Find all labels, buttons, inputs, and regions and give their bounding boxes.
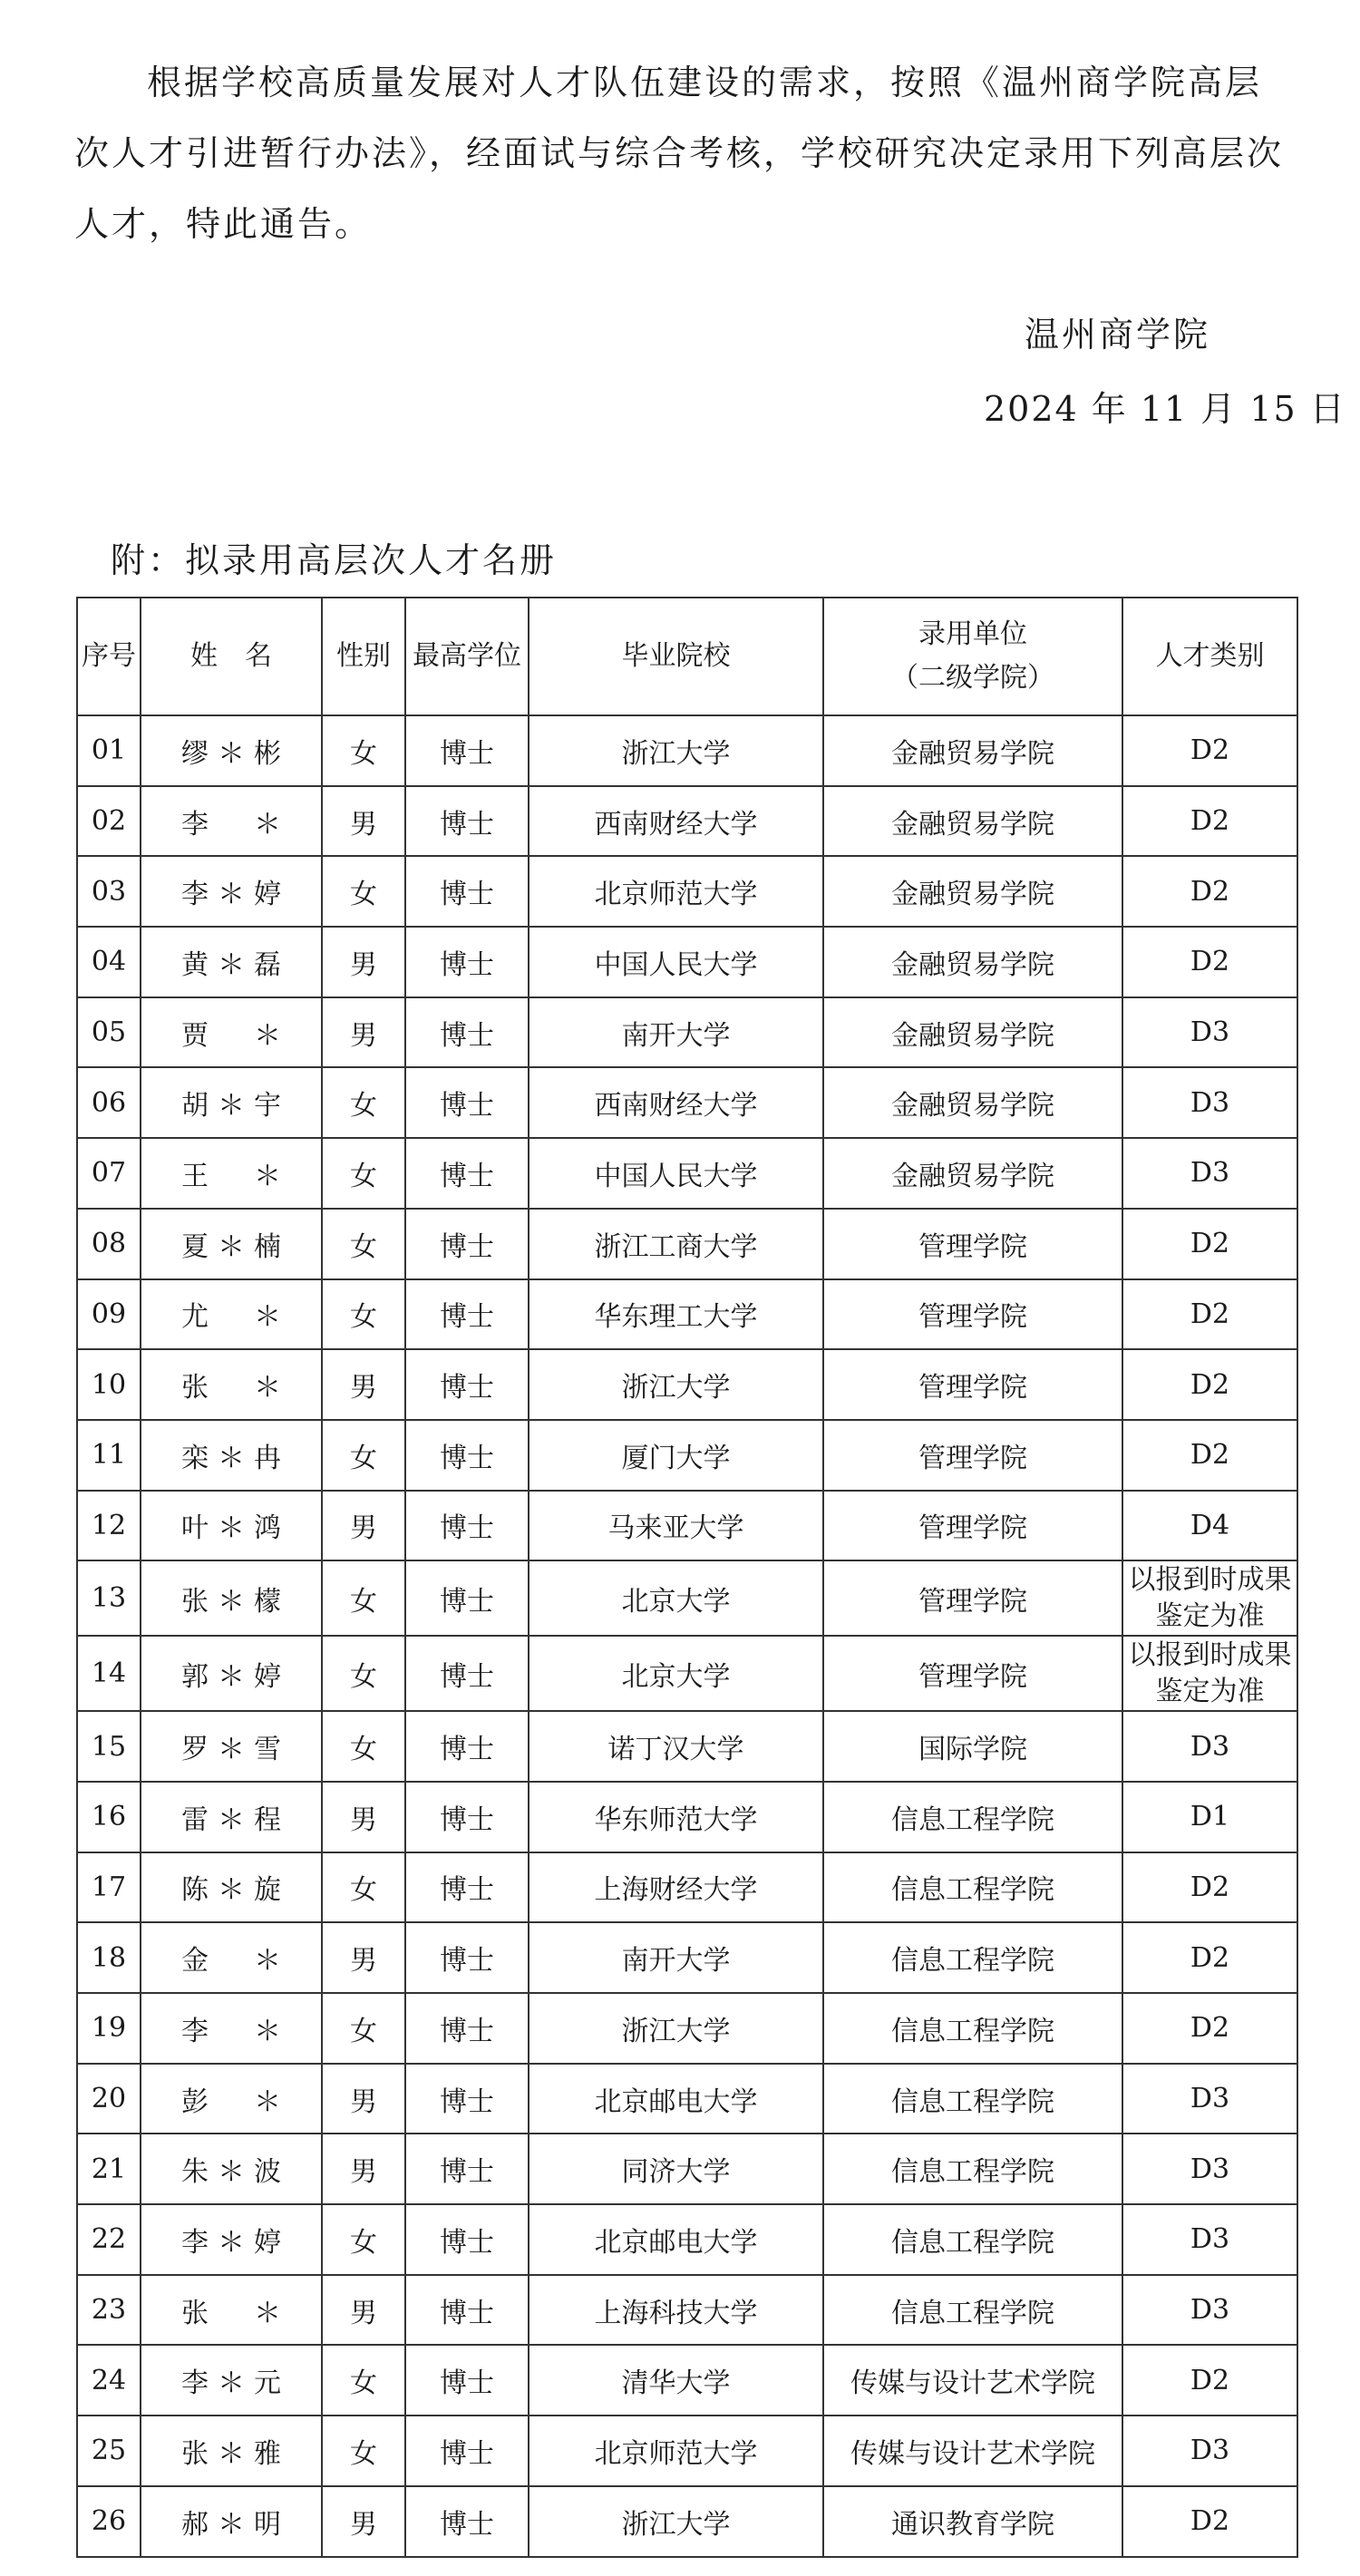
cell-gender: 女 (322, 856, 405, 927)
cell-school: 华东师范大学 (529, 1782, 823, 1852)
table-row (77, 2275, 1297, 2346)
cell-gender: 女 (322, 1711, 405, 1782)
header-category: 人才类别 (1122, 598, 1297, 715)
cell-name (141, 786, 322, 857)
cell-degree: 博士 (405, 1922, 529, 1993)
cell-school: 上海科技大学 (529, 2275, 823, 2346)
header-degree: 最高学位 (405, 598, 529, 715)
cell-school: 中国人民大学 (529, 927, 823, 997)
cell-unit: 管理学院 (823, 1349, 1122, 1420)
cell-category: D3 (1122, 2064, 1297, 2134)
cell-school: 西南财经大学 (529, 1067, 823, 1138)
cell-school: 北京师范大学 (529, 2416, 823, 2486)
cell-gender: 女 (322, 1852, 405, 1923)
cell-category: D2 (1122, 1420, 1297, 1491)
cell-name (141, 2204, 322, 2275)
cell-category: D3 (1122, 1138, 1297, 1209)
cell-name (141, 2134, 322, 2204)
cell-seq: 17 (77, 1852, 141, 1923)
cell-school: 西南财经大学 (529, 786, 823, 857)
cell-category: D3 (1122, 1711, 1297, 1782)
cell-category: D3 (1122, 2134, 1297, 2204)
cell-degree: 博士 (405, 1279, 529, 1350)
cell-name (141, 856, 322, 927)
cell-category: D2 (1122, 1993, 1297, 2064)
cell-gender: 女 (322, 1067, 405, 1138)
person-name: 胡＊宇 (181, 1090, 281, 1123)
cell-gender: 女 (322, 1209, 405, 1279)
cell-category: D3 (1122, 2275, 1297, 2346)
cell-category: D3 (1122, 2204, 1297, 2275)
table-row (77, 2204, 1297, 2275)
header-school: 毕业院校 (529, 598, 823, 715)
cell-category: D1 (1122, 1782, 1297, 1852)
cell-unit: 金融贸易学院 (823, 927, 1122, 997)
person-name: 夏＊楠 (181, 1230, 281, 1263)
person-name: 李＊婷 (181, 2226, 281, 2259)
talent-roster-table (76, 597, 1298, 2558)
cell-school: 浙江大学 (529, 2486, 823, 2557)
cell-seq: 23 (77, 2275, 141, 2346)
person-name: 彭 ＊ (181, 2085, 281, 2118)
cell-gender: 女 (322, 1993, 405, 2064)
cell-unit: 金融贸易学院 (823, 997, 1122, 1068)
cell-seq: 18 (77, 1922, 141, 1993)
cell-seq: 22 (77, 2204, 141, 2275)
cell-gender: 女 (322, 1560, 405, 1636)
cell-seq: 14 (77, 1636, 141, 1711)
person-name: 张 ＊ (181, 1372, 281, 1405)
table-row (77, 1636, 1297, 1711)
notice-body: 根据学校高质量发展对人才队伍建设的需求，按照《温州商学院高层次人才引进暂行办法》，经面试与综合考核，学校研究决定录用下列高层次人才，特此通告。 (74, 63, 1285, 244)
cell-unit: 管理学院 (823, 1560, 1122, 1636)
cell-category: 以报到时成果鉴定为准 (1122, 1560, 1297, 1636)
person-name: 尤 ＊ (181, 1301, 281, 1334)
cell-gender: 男 (322, 2275, 405, 2346)
cell-gender: 女 (322, 2204, 405, 2275)
cell-school: 同济大学 (529, 2134, 823, 2204)
cell-category: D2 (1122, 1922, 1297, 1993)
cell-name (141, 715, 322, 786)
table-row (77, 1852, 1297, 1923)
cell-gender: 男 (322, 1491, 405, 1561)
cell-degree: 博士 (405, 2275, 529, 2346)
cell-category: D2 (1122, 927, 1297, 997)
person-name: 罗＊雪 (181, 1734, 281, 1766)
cell-degree: 博士 (405, 2486, 529, 2557)
attachment-title: 附：拟录用高层次人才名册 (111, 540, 558, 580)
cell-name (141, 2416, 322, 2486)
cell-category: D2 (1122, 1279, 1297, 1350)
cell-unit: 国际学院 (823, 1711, 1122, 1782)
cell-degree: 博士 (405, 927, 529, 997)
cell-seq: 09 (77, 1279, 141, 1350)
cell-school: 南开大学 (529, 997, 823, 1068)
cell-unit: 通识教育学院 (823, 2486, 1122, 2557)
cell-name (141, 1420, 322, 1491)
table-row (77, 997, 1297, 1068)
cell-unit: 信息工程学院 (823, 1993, 1122, 2064)
cell-seq: 15 (77, 1711, 141, 1782)
table-header-row (77, 598, 1297, 715)
cell-seq: 16 (77, 1782, 141, 1852)
signature-org: 温州商学院 (1025, 315, 1211, 355)
cell-seq: 07 (77, 1138, 141, 1209)
cell-seq: 11 (77, 1420, 141, 1491)
cell-school: 华东理工大学 (529, 1279, 823, 1350)
person-name: 朱＊波 (181, 2156, 281, 2189)
cell-gender: 女 (322, 715, 405, 786)
cell-degree: 博士 (405, 786, 529, 857)
cell-seq: 12 (77, 1491, 141, 1561)
cell-degree: 博士 (405, 1138, 529, 1209)
cell-seq: 05 (77, 997, 141, 1068)
header-unit-line1: 录用单位 (918, 618, 1027, 650)
cell-unit: 金融贸易学院 (823, 786, 1122, 857)
cell-degree: 博士 (405, 2416, 529, 2486)
cell-degree: 博士 (405, 2204, 529, 2275)
cell-seq: 06 (77, 1067, 141, 1138)
cell-category: D2 (1122, 1852, 1297, 1923)
cell-unit: 信息工程学院 (823, 2064, 1122, 2134)
cell-category: D2 (1122, 2486, 1297, 2557)
cell-unit: 金融贸易学院 (823, 1067, 1122, 1138)
person-name: 金 ＊ (181, 1945, 281, 1978)
person-name: 陈＊旋 (181, 1874, 281, 1907)
cell-degree: 博士 (405, 1491, 529, 1561)
cell-degree: 博士 (405, 1560, 529, 1636)
signature-date: 2024 年 11 月 15 日 (984, 389, 1346, 429)
cell-seq: 03 (77, 856, 141, 927)
header-name: 姓 名 (141, 598, 322, 715)
table-row (77, 1349, 1297, 1420)
cell-school: 清华大学 (529, 2345, 823, 2416)
cell-school: 北京邮电大学 (529, 2064, 823, 2134)
cell-category: D2 (1122, 1349, 1297, 1420)
person-name: 郝＊明 (181, 2508, 281, 2541)
cell-category: 以报到时成果鉴定为准 (1122, 1636, 1297, 1711)
table-row (77, 1491, 1297, 1561)
cell-seq: 13 (77, 1560, 141, 1636)
person-name: 李＊元 (181, 2367, 281, 2400)
cell-unit: 信息工程学院 (823, 1922, 1122, 1993)
table-row (77, 1279, 1297, 1350)
cell-seq: 19 (77, 1993, 141, 2064)
cell-seq: 02 (77, 786, 141, 857)
cell-seq: 10 (77, 1349, 141, 1420)
cell-school: 浙江工商大学 (529, 1209, 823, 1279)
cell-gender: 女 (322, 2416, 405, 2486)
table-row (77, 1922, 1297, 1993)
cell-name (141, 1349, 322, 1420)
cell-category: D2 (1122, 715, 1297, 786)
cell-gender: 女 (322, 1279, 405, 1350)
cell-seq: 20 (77, 2064, 141, 2134)
cell-gender: 男 (322, 1349, 405, 1420)
cell-category: D2 (1122, 856, 1297, 927)
person-name: 张 ＊ (181, 2297, 281, 2329)
cell-gender: 女 (322, 1138, 405, 1209)
cell-degree: 博士 (405, 1636, 529, 1711)
cell-category: D3 (1122, 997, 1297, 1068)
table-row (77, 2345, 1297, 2416)
cell-school: 上海财经大学 (529, 1852, 823, 1923)
table-row (77, 1420, 1297, 1491)
table-row (77, 1560, 1297, 1636)
table-row (77, 1138, 1297, 1209)
cell-unit: 管理学院 (823, 1279, 1122, 1350)
cell-name (141, 927, 322, 997)
cell-name (141, 1852, 322, 1923)
table-row (77, 856, 1297, 927)
person-name: 雷＊程 (181, 1803, 281, 1836)
table-row (77, 2416, 1297, 2486)
cell-unit: 信息工程学院 (823, 2275, 1122, 2346)
cell-school: 北京大学 (529, 1560, 823, 1636)
cell-name (141, 1636, 322, 1711)
cell-school: 中国人民大学 (529, 1138, 823, 1209)
person-name: 李＊婷 (181, 879, 281, 911)
cell-gender: 女 (322, 2345, 405, 2416)
cell-name (141, 1711, 322, 1782)
cell-school: 诺丁汉大学 (529, 1711, 823, 1782)
cell-degree: 博士 (405, 1420, 529, 1491)
person-name: 郭＊婷 (181, 1660, 281, 1693)
cell-name (141, 2345, 322, 2416)
cell-unit: 信息工程学院 (823, 1782, 1122, 1852)
table-row (77, 715, 1297, 786)
header-seq: 序号 (77, 598, 141, 715)
table-row (77, 927, 1297, 997)
cell-name (141, 1138, 322, 1209)
cell-name (141, 1209, 322, 1279)
cell-category: D4 (1122, 1491, 1297, 1561)
table-row (77, 1782, 1297, 1852)
cell-school: 浙江大学 (529, 1993, 823, 2064)
table-row (77, 1993, 1297, 2064)
cell-category: D2 (1122, 786, 1297, 857)
cell-seq: 04 (77, 927, 141, 997)
cell-category: D2 (1122, 1209, 1297, 1279)
table-row (77, 2064, 1297, 2134)
cell-gender: 男 (322, 786, 405, 857)
cell-gender: 女 (322, 1636, 405, 1711)
cell-category: D3 (1122, 1067, 1297, 1138)
cell-name (141, 2275, 322, 2346)
cell-school: 北京大学 (529, 1636, 823, 1711)
cell-seq: 08 (77, 1209, 141, 1279)
cell-name (141, 1782, 322, 1852)
cell-degree: 博士 (405, 1209, 529, 1279)
cell-unit: 金融贸易学院 (823, 1138, 1122, 1209)
cell-unit: 管理学院 (823, 1636, 1122, 1711)
cell-school: 北京师范大学 (529, 856, 823, 927)
cell-name (141, 1491, 322, 1561)
cell-degree: 博士 (405, 997, 529, 1068)
cell-gender: 男 (322, 2064, 405, 2134)
cell-gender: 男 (322, 997, 405, 1068)
cell-name (141, 1993, 322, 2064)
person-name: 李 ＊ (181, 808, 281, 841)
cell-degree: 博士 (405, 2345, 529, 2416)
cell-name (141, 2064, 322, 2134)
table-body (77, 715, 1297, 2557)
cell-school: 北京邮电大学 (529, 2204, 823, 2275)
person-name: 张＊檬 (181, 1585, 281, 1618)
cell-degree: 博士 (405, 1711, 529, 1782)
person-name: 李 ＊ (181, 2015, 281, 2047)
cell-seq: 26 (77, 2486, 141, 2557)
cell-gender: 男 (322, 2486, 405, 2557)
cell-unit: 传媒与设计艺术学院 (823, 2345, 1122, 2416)
cell-gender: 男 (322, 927, 405, 997)
cell-degree: 博士 (405, 1993, 529, 2064)
cell-name (141, 2486, 322, 2557)
cell-name (141, 997, 322, 1068)
cell-category: D2 (1122, 2345, 1297, 2416)
table-row (77, 2486, 1297, 2557)
table-row (77, 1209, 1297, 1279)
cell-unit: 金融贸易学院 (823, 715, 1122, 786)
cell-unit: 传媒与设计艺术学院 (823, 2416, 1122, 2486)
person-name: 缪＊彬 (181, 737, 281, 770)
cell-name (141, 1560, 322, 1636)
cell-name (141, 1279, 322, 1350)
cell-name (141, 1067, 322, 1138)
header-gender: 性别 (322, 598, 405, 715)
cell-degree: 博士 (405, 1067, 529, 1138)
cell-degree: 博士 (405, 2134, 529, 2204)
cell-school: 厦门大学 (529, 1420, 823, 1491)
cell-degree: 博士 (405, 715, 529, 786)
cell-unit: 金融贸易学院 (823, 856, 1122, 927)
cell-unit: 信息工程学院 (823, 1852, 1122, 1923)
header-unit-line2: （二级学院） (891, 662, 1054, 694)
cell-degree: 博士 (405, 1349, 529, 1420)
person-name: 黄＊磊 (181, 948, 281, 981)
cell-degree: 博士 (405, 1852, 529, 1923)
cell-gender: 女 (322, 1420, 405, 1491)
cell-school: 南开大学 (529, 1922, 823, 1993)
person-name: 叶＊鸿 (181, 1512, 281, 1545)
person-name: 张＊雅 (181, 2437, 281, 2470)
cell-unit: 信息工程学院 (823, 2204, 1122, 2275)
cell-gender: 男 (322, 2134, 405, 2204)
cell-seq: 25 (77, 2416, 141, 2486)
person-name: 贾 ＊ (181, 1019, 281, 1052)
cell-unit: 管理学院 (823, 1209, 1122, 1279)
cell-gender: 男 (322, 1922, 405, 1993)
cell-seq: 01 (77, 715, 141, 786)
table-row (77, 2134, 1297, 2204)
cell-seq: 21 (77, 2134, 141, 2204)
cell-unit: 信息工程学院 (823, 2134, 1122, 2204)
cell-unit: 管理学院 (823, 1420, 1122, 1491)
cell-unit: 管理学院 (823, 1491, 1122, 1561)
cell-school: 马来亚大学 (529, 1491, 823, 1561)
cell-degree: 博士 (405, 2064, 529, 2134)
cell-degree: 博士 (405, 856, 529, 927)
cell-category: D3 (1122, 2416, 1297, 2486)
header-unit (823, 598, 1122, 715)
cell-seq: 24 (77, 2345, 141, 2416)
table-row (77, 1067, 1297, 1138)
cell-school: 浙江大学 (529, 1349, 823, 1420)
cell-school: 浙江大学 (529, 715, 823, 786)
person-name: 栾＊冉 (181, 1442, 281, 1474)
table-row (77, 786, 1297, 857)
table-row (77, 1711, 1297, 1782)
cell-degree: 博士 (405, 1782, 529, 1852)
cell-name (141, 1922, 322, 1993)
cell-gender: 男 (322, 1782, 405, 1852)
person-name: 王 ＊ (181, 1160, 281, 1192)
